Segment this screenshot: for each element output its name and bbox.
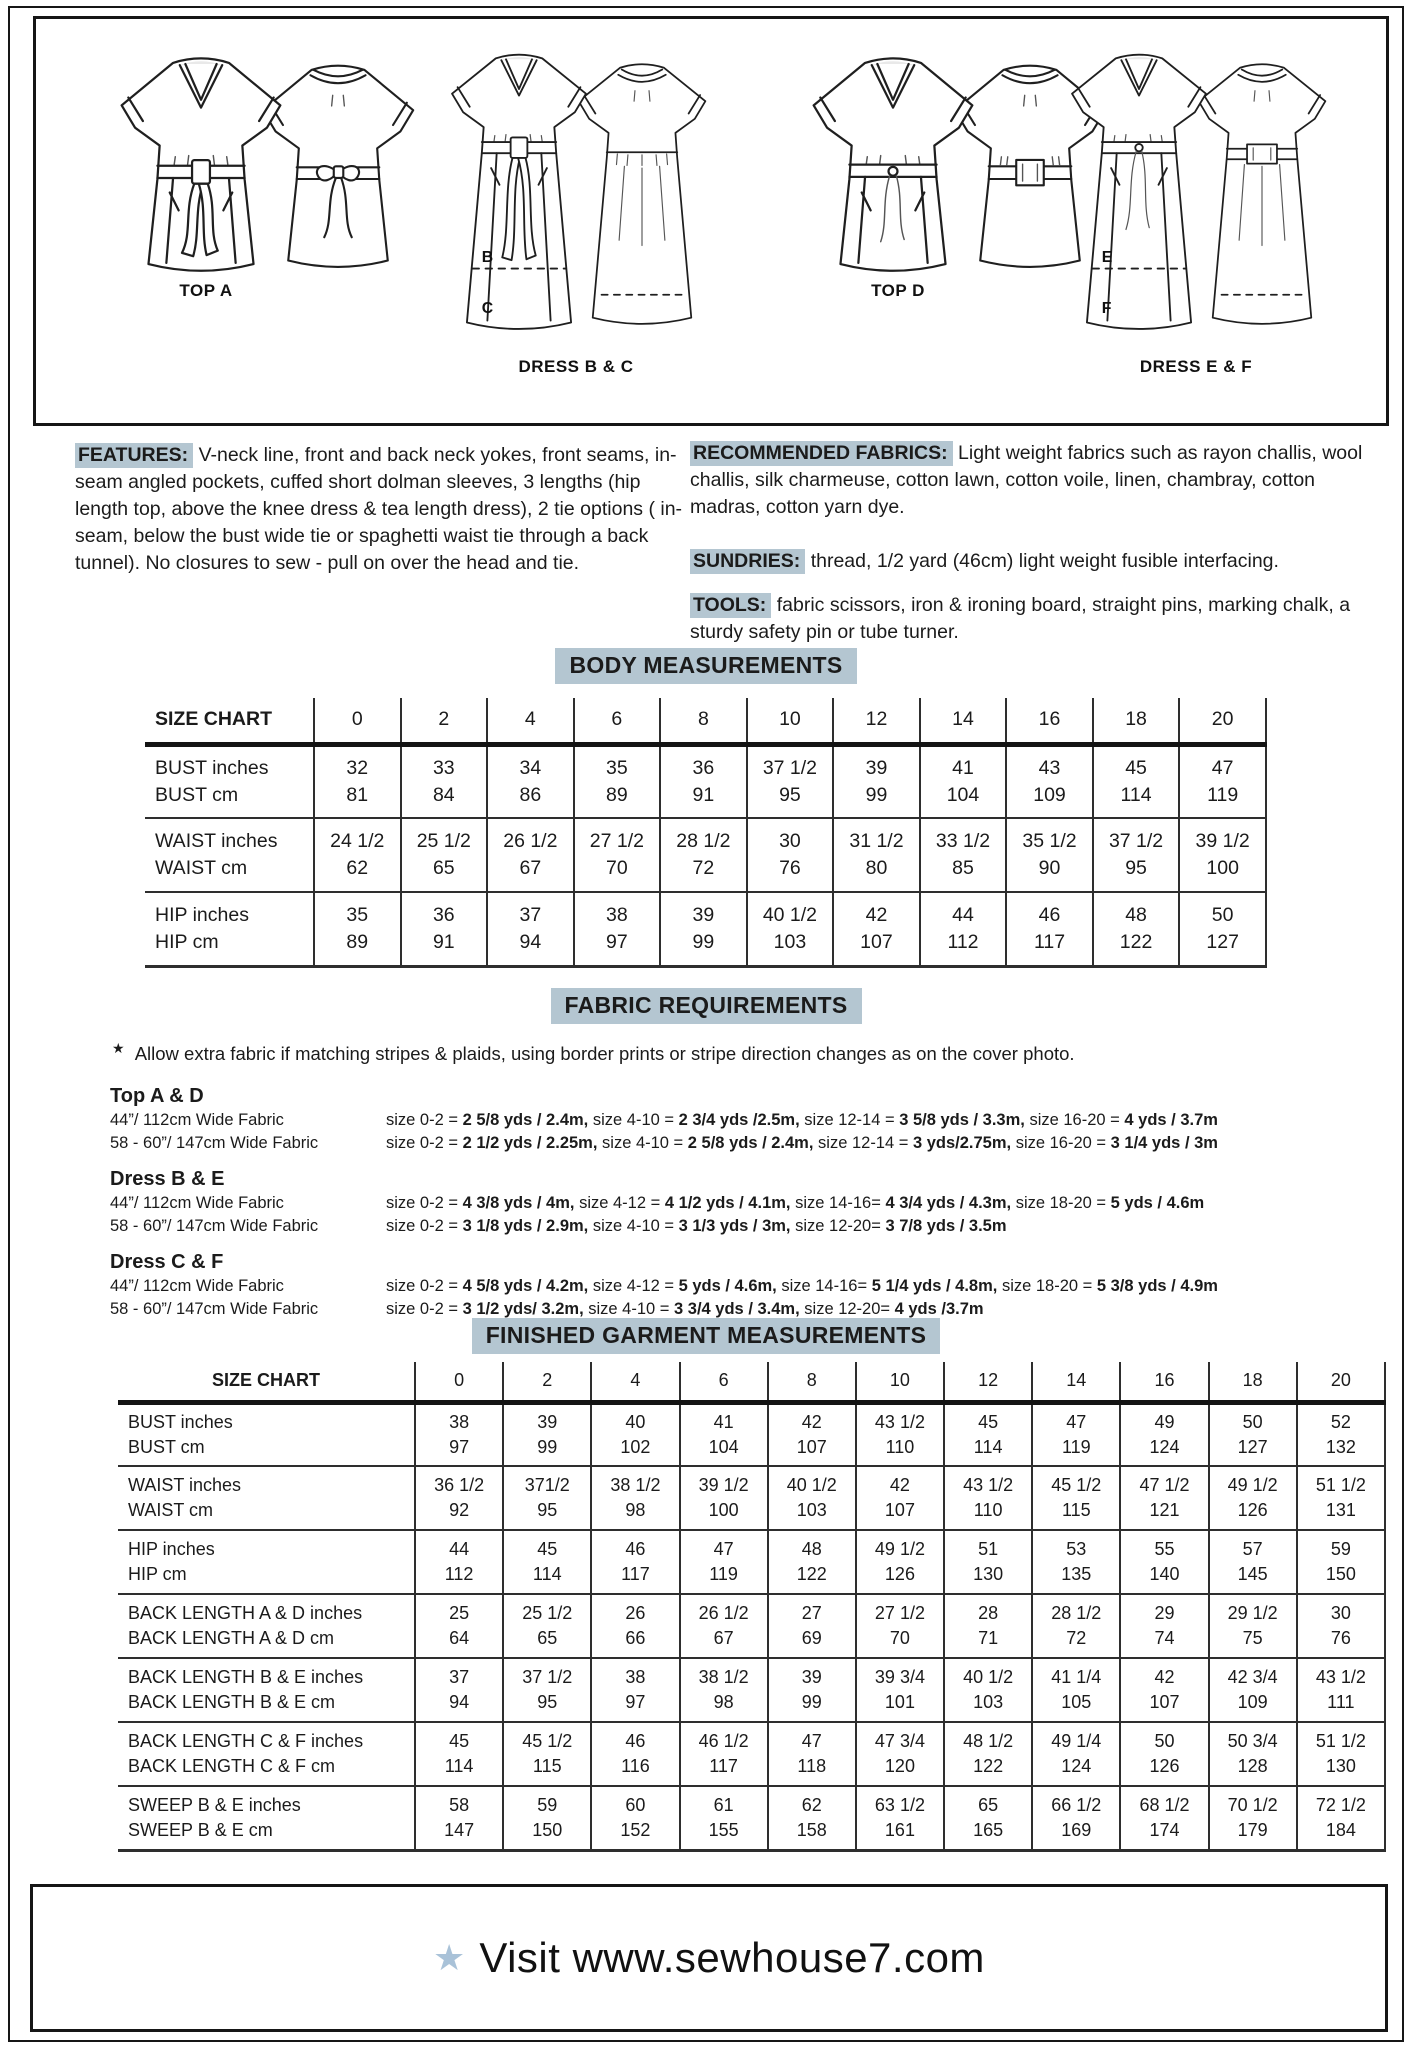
measurement-cell: 50 3/4 128 xyxy=(1209,1722,1297,1786)
measurement-cell: 38 97 xyxy=(574,892,661,966)
sundries-text: thread, 1/2 yard (46cm) light weight fusible interfacing. xyxy=(810,550,1279,572)
measurement-row xyxy=(145,818,1266,892)
row-label: BACK LENGTH A & D inches BACK LENGTH A & D cm xyxy=(128,1603,363,1648)
yardage-value: 4 yds / 3.7m xyxy=(1124,1111,1218,1129)
measurement-cell: 57 145 xyxy=(1209,1530,1297,1594)
measurement-cell: 31 1/2 80 xyxy=(833,818,920,892)
tools-paragraph xyxy=(690,592,1366,646)
fabric-group-title: Dress C & F xyxy=(110,1251,224,1273)
yardage-value: 5 yds / 4.6m xyxy=(1110,1194,1205,1212)
measurement-cell: 37 94 xyxy=(487,892,574,966)
measurement-cell: 70 1/2 179 xyxy=(1209,1786,1297,1850)
yardage-size-range: size 18-20 = xyxy=(1011,1194,1111,1212)
size-column-header: 6 xyxy=(574,698,661,744)
measurement-cell: 38 1/2 98 xyxy=(680,1658,768,1722)
fabric-width-label: 58 - 60”/ 147cm Wide Fabric xyxy=(110,1134,319,1152)
measurement-row xyxy=(118,1530,1385,1594)
fabric-row xyxy=(110,1109,1370,1132)
yardage-size-range: size 0-2 = xyxy=(386,1134,463,1152)
size-column-header: 4 xyxy=(591,1362,679,1402)
row-label: BACK LENGTH C & F inches BACK LENGTH C & F cm xyxy=(128,1731,364,1776)
fabric-group-dress-c-f xyxy=(110,1251,1370,1321)
measurement-row xyxy=(118,1658,1385,1722)
fabric-group-title: Dress B & E xyxy=(110,1168,225,1190)
measurement-cell: 25 1/2 65 xyxy=(401,818,488,892)
yardage-size-range: size 16-20 = xyxy=(1024,1111,1125,1129)
measurement-cell: 37 94 xyxy=(415,1658,503,1722)
flat-group-dress-ef xyxy=(1046,45,1376,415)
measurement-cell: 48 1/2 122 xyxy=(944,1722,1032,1786)
measurement-cell: 59 150 xyxy=(503,1786,591,1850)
measurement-cell: 41 104 xyxy=(920,744,1007,818)
yardage-value: 3 5/8 yds / 3.3m, xyxy=(899,1111,1025,1129)
row-label: BACK LENGTH B & E inches BACK LENGTH B & E cm xyxy=(128,1667,364,1712)
measurement-cell: 45 114 xyxy=(415,1722,503,1786)
measurement-cell: 27 1/2 70 xyxy=(574,818,661,892)
measurement-cell: 45 1/2 115 xyxy=(1032,1466,1120,1530)
measurement-row xyxy=(118,1402,1385,1466)
size-header-row xyxy=(145,698,1266,744)
measurement-cell: 42 3/4 109 xyxy=(1209,1658,1297,1722)
recommended-fabrics-paragraph xyxy=(690,440,1366,521)
measurement-row xyxy=(118,1466,1385,1530)
size-column-header: 18 xyxy=(1209,1362,1297,1402)
measurement-cell: 48 122 xyxy=(1093,892,1180,966)
top-d-front-drawing xyxy=(798,45,988,273)
fabric-note xyxy=(112,1040,1332,1065)
row-label: WAIST inches WAIST cm xyxy=(155,830,278,879)
row-label: BUST inches BUST cm xyxy=(155,756,269,806)
fabric-yardage xyxy=(386,1132,1218,1155)
length-marker-b: B xyxy=(481,249,494,267)
yardage-size-range: size 4-10 = xyxy=(588,1217,679,1235)
measurement-cell: 40 1/2 103 xyxy=(768,1466,856,1530)
measurement-cell: 41 1/4 105 xyxy=(1032,1658,1120,1722)
yardage-value: 5 yds / 4.6m, xyxy=(678,1277,777,1295)
fabric-group-dress-b-e xyxy=(110,1168,1370,1238)
yardage-size-range: size 12-14 = xyxy=(799,1111,900,1129)
measurement-cell: 43 109 xyxy=(1006,744,1093,818)
yardage-value: 3 1/8 yds / 2.9m, xyxy=(462,1217,589,1235)
measurement-cell: 61 155 xyxy=(680,1786,768,1850)
measurement-cell: 37 1/2 95 xyxy=(503,1658,591,1722)
measurement-cell: 60 152 xyxy=(591,1786,679,1850)
yardage-value: 3 1/3 yds / 3m, xyxy=(678,1217,791,1235)
measurement-cell: 38 1/2 98 xyxy=(591,1466,679,1530)
measurement-cell: 34 86 xyxy=(487,744,574,818)
measurement-cell: 44 112 xyxy=(415,1530,503,1594)
sundries-label: SUNDRIES: xyxy=(690,549,805,574)
yardage-value: 3 yds/2.75m, xyxy=(912,1134,1012,1152)
measurement-cell: 41 104 xyxy=(680,1402,768,1466)
fabric-width-label: 44”/ 112cm Wide Fabric xyxy=(110,1277,284,1295)
measurement-cell: 24 1/2 62 xyxy=(314,818,401,892)
size-column-header: 16 xyxy=(1006,698,1093,744)
yardage-size-range: size 16-20 = xyxy=(1011,1134,1111,1152)
measurement-cell: 42 107 xyxy=(833,892,920,966)
fabric-row xyxy=(110,1132,1370,1155)
measurement-cell: 63 1/2 161 xyxy=(856,1786,944,1850)
footer-url-text: Visit www.sewhouse7.com xyxy=(479,1934,985,1981)
size-column-header: 4 xyxy=(487,698,574,744)
yardage-size-range: size 0-2 = xyxy=(386,1194,463,1212)
measurement-cell: 40 102 xyxy=(591,1402,679,1466)
size-chart-label: SIZE CHART xyxy=(118,1362,415,1402)
sundries-paragraph xyxy=(690,548,1366,575)
row-label: SWEEP B & E inches SWEEP B & E cm xyxy=(128,1794,301,1840)
measurement-cell: 39 1/2 100 xyxy=(680,1466,768,1530)
fabric-yardage xyxy=(386,1215,1007,1238)
measurement-cell: 65 165 xyxy=(944,1786,1032,1850)
yardage-size-range: size 14-16= xyxy=(790,1194,886,1212)
fabric-row xyxy=(110,1215,1370,1238)
dress-bc-label: DRESS B & C xyxy=(518,357,634,376)
yardage-value: 2 3/4 yds /2.5m, xyxy=(678,1111,800,1129)
measurement-cell: 29 1/2 75 xyxy=(1209,1594,1297,1658)
fabric-width-label: 58 - 60”/ 147cm Wide Fabric xyxy=(110,1217,319,1235)
measurement-cell: 39 99 xyxy=(768,1658,856,1722)
row-label: HIP inches HIP cm xyxy=(128,1539,215,1584)
yardage-size-range: size 4-12 = xyxy=(574,1194,665,1212)
yardage-value: 4 3/4 yds / 4.3m, xyxy=(885,1194,1012,1212)
measurement-cell: 35 89 xyxy=(574,744,661,818)
yardage-size-range: size 14-16= xyxy=(776,1277,872,1295)
measurement-cell: 36 91 xyxy=(401,892,488,966)
measurement-row xyxy=(145,892,1266,966)
yardage-value: 5 3/8 yds / 4.9m xyxy=(1096,1277,1218,1295)
footer-content xyxy=(433,1934,985,1982)
yardage-value: 3 7/8 yds / 3.5m xyxy=(885,1217,1007,1235)
measurement-cell: 51 1/2 131 xyxy=(1297,1466,1385,1530)
features-label: FEATURES: xyxy=(75,443,193,468)
measurement-cell: 55 140 xyxy=(1120,1530,1208,1594)
body-measurements-heading: BODY MEASUREMENTS xyxy=(0,648,1412,684)
flat-group-dress-bc xyxy=(426,45,796,415)
measurement-cell: 37 1/2 95 xyxy=(747,744,834,818)
yardage-size-range: size 0-2 = xyxy=(386,1217,463,1235)
measurement-cell: 47 3/4 120 xyxy=(856,1722,944,1786)
flat-group-top-a xyxy=(106,45,436,415)
yardage-value: 2 1/2 yds / 2.25m, xyxy=(462,1134,598,1152)
finished-measurements-heading: FINISHED GARMENT MEASUREMENTS xyxy=(0,1318,1412,1354)
measurement-cell: 47 1/2 121 xyxy=(1120,1466,1208,1530)
measurement-cell: 42 107 xyxy=(856,1466,944,1530)
measurement-cell: 38 97 xyxy=(415,1402,503,1466)
fabric-requirements-heading: FABRIC REQUIREMENTS xyxy=(0,988,1412,1024)
size-column-header: 16 xyxy=(1120,1362,1208,1402)
fabric-row xyxy=(110,1192,1370,1215)
yardage-size-range: size 18-20 = xyxy=(997,1277,1097,1295)
measurement-cell: 50 126 xyxy=(1120,1722,1208,1786)
size-column-header: 10 xyxy=(747,698,834,744)
yardage-size-range: size 12-20= xyxy=(799,1300,895,1318)
fabric-group-title: Top A & D xyxy=(110,1085,204,1107)
measurement-cell: 25 1/2 65 xyxy=(503,1594,591,1658)
dress-ef-front-drawing xyxy=(1046,45,1232,347)
finished-measurements-table xyxy=(118,1362,1386,1852)
yardage-size-range: size 0-2 = xyxy=(386,1300,463,1318)
measurement-cell: 43 1/2 110 xyxy=(856,1402,944,1466)
row-label: WAIST inches WAIST cm xyxy=(128,1475,242,1520)
measurement-cell: 42 107 xyxy=(1120,1658,1208,1722)
fabric-width-label: 44”/ 112cm Wide Fabric xyxy=(110,1194,284,1212)
yardage-size-range: size 4-10 = xyxy=(588,1111,679,1129)
tools-text: fabric scissors, iron & ironing board, straight pins, marking chalk, a sturdy safety pin or tube turner. xyxy=(690,594,1351,643)
measurement-cell: 45 114 xyxy=(944,1402,1032,1466)
measurement-cell: 36 1/2 92 xyxy=(415,1466,503,1530)
measurement-cell: 371/2 95 xyxy=(503,1466,591,1530)
measurement-cell: 33 1/2 85 xyxy=(920,818,1007,892)
measurement-cell: 49 1/4 124 xyxy=(1032,1722,1120,1786)
measurement-cell: 50 127 xyxy=(1209,1402,1297,1466)
measurement-cell: 26 1/2 67 xyxy=(487,818,574,892)
measurement-cell: 38 97 xyxy=(591,1658,679,1722)
measurement-cell: 45 114 xyxy=(1093,744,1180,818)
measurement-cell: 33 84 xyxy=(401,744,488,818)
body-measurements-table xyxy=(145,698,1267,968)
size-column-header: 2 xyxy=(401,698,488,744)
row-label: BUST inches BUST cm xyxy=(128,1411,233,1457)
measurement-cell: 47 119 xyxy=(1179,744,1266,818)
size-column-header: 20 xyxy=(1297,1362,1385,1402)
size-column-header: 6 xyxy=(680,1362,768,1402)
measurement-cell: 39 1/2 100 xyxy=(1179,818,1266,892)
length-marker-f: F xyxy=(1101,300,1112,318)
measurement-cell: 52 132 xyxy=(1297,1402,1385,1466)
measurement-cell: 27 69 xyxy=(768,1594,856,1658)
yardage-value: 4 5/8 yds / 4.2m, xyxy=(462,1277,589,1295)
measurement-cell: 48 122 xyxy=(768,1530,856,1594)
size-column-header: 14 xyxy=(1032,1362,1120,1402)
measurement-cell: 45 114 xyxy=(503,1530,591,1594)
size-column-header: 10 xyxy=(856,1362,944,1402)
yardage-size-range: size 12-20= xyxy=(790,1217,886,1235)
yardage-size-range: size 0-2 = xyxy=(386,1277,463,1295)
fabric-requirements-list xyxy=(110,1072,1370,1321)
length-marker-c: C xyxy=(481,300,494,318)
fabric-row xyxy=(110,1275,1370,1298)
measurement-cell: 46 117 xyxy=(1006,892,1093,966)
measurement-cell: 40 1/2 103 xyxy=(944,1658,1032,1722)
measurement-cell: 42 107 xyxy=(768,1402,856,1466)
measurement-cell: 49 124 xyxy=(1120,1402,1208,1466)
size-column-header: 8 xyxy=(660,698,747,744)
garment-drawings-panel xyxy=(33,16,1389,426)
features-paragraph xyxy=(75,442,683,577)
measurement-cell: 26 1/2 67 xyxy=(680,1594,768,1658)
measurement-cell: 51 1/2 130 xyxy=(1297,1722,1385,1786)
measurement-cell: 35 89 xyxy=(314,892,401,966)
measurement-cell: 49 1/2 126 xyxy=(1209,1466,1297,1530)
measurement-cell: 39 99 xyxy=(660,892,747,966)
yardage-value: 2 5/8 yds / 2.4m, xyxy=(462,1111,589,1129)
measurement-cell: 36 91 xyxy=(660,744,747,818)
fabric-yardage xyxy=(386,1192,1204,1215)
fabric-yardage xyxy=(386,1109,1218,1132)
yardage-size-range: size 0-2 = xyxy=(386,1111,463,1129)
measurement-cell: 50 127 xyxy=(1179,892,1266,966)
measurement-cell: 30 76 xyxy=(1297,1594,1385,1658)
measurement-cell: 66 1/2 169 xyxy=(1032,1786,1120,1850)
yardage-value: 3 1/2 yds/ 3.2m, xyxy=(462,1300,584,1318)
measurement-cell: 46 117 xyxy=(591,1530,679,1594)
size-column-header: 14 xyxy=(920,698,1007,744)
measurement-cell: 72 1/2 184 xyxy=(1297,1786,1385,1850)
measurement-cell: 37 1/2 95 xyxy=(1093,818,1180,892)
measurement-cell: 58 147 xyxy=(415,1786,503,1850)
measurement-cell: 28 1/2 72 xyxy=(660,818,747,892)
star-icon: ★ xyxy=(433,1937,466,1978)
measurement-cell: 32 81 xyxy=(314,744,401,818)
measurement-row xyxy=(118,1786,1385,1850)
star-icon: ★ xyxy=(112,1040,125,1056)
measurement-cell: 53 135 xyxy=(1032,1530,1120,1594)
fabric-yardage xyxy=(386,1275,1218,1298)
yardage-value: 3 3/4 yds / 3.4m, xyxy=(674,1300,800,1318)
measurement-cell: 68 1/2 174 xyxy=(1120,1786,1208,1850)
yardage-size-range: size 12-14 = xyxy=(813,1134,913,1152)
measurement-cell: 51 130 xyxy=(944,1530,1032,1594)
measurement-cell: 59 150 xyxy=(1297,1530,1385,1594)
measurement-cell: 25 64 xyxy=(415,1594,503,1658)
measurement-cell: 26 66 xyxy=(591,1594,679,1658)
measurement-cell: 49 1/2 126 xyxy=(856,1530,944,1594)
fabric-width-label: 44”/ 112cm Wide Fabric xyxy=(110,1111,284,1129)
yardage-value: 4 3/8 yds / 4m, xyxy=(462,1194,575,1212)
measurement-cell: 47 118 xyxy=(768,1722,856,1786)
top-a-front-drawing xyxy=(106,45,296,273)
measurement-cell: 39 3/4 101 xyxy=(856,1658,944,1722)
measurement-cell: 46 1/2 117 xyxy=(680,1722,768,1786)
top-d-label: TOP D xyxy=(871,281,925,300)
top-a-label: TOP A xyxy=(179,281,233,300)
measurement-row xyxy=(118,1594,1385,1658)
measurement-row xyxy=(145,744,1266,818)
size-column-header: 18 xyxy=(1093,698,1180,744)
yardage-value: 3 1/4 yds / 3m xyxy=(1110,1134,1218,1152)
footer-panel xyxy=(30,1884,1388,2032)
measurement-cell: 45 1/2 115 xyxy=(503,1722,591,1786)
measurement-cell: 46 116 xyxy=(591,1722,679,1786)
measurement-cell: 43 1/2 110 xyxy=(944,1466,1032,1530)
fabric-group-top-a-d xyxy=(110,1085,1370,1155)
yardage-value: 4 1/2 yds / 4.1m, xyxy=(664,1194,791,1212)
size-header-row xyxy=(118,1362,1385,1402)
tools-label: TOOLS: xyxy=(690,593,771,618)
fabric-width-label: 58 - 60”/ 147cm Wide Fabric xyxy=(110,1300,319,1318)
features-text: V-neck line, front and back neck yokes, front seams, in-seam angled pockets, cuffed short dolman sleeves, 3 lengths (hip length top, above the knee dress & tea length dress), 2 tie options ( in-seam, below the bust wide tie or spaghetti waist tie through a back tunnel). No closures to sew - pull on over the head and tie. xyxy=(75,444,683,574)
measurement-cell: 30 76 xyxy=(747,818,834,892)
measurement-cell: 28 1/2 72 xyxy=(1032,1594,1120,1658)
measurement-cell: 40 1/2 103 xyxy=(747,892,834,966)
measurement-cell: 43 1/2 111 xyxy=(1297,1658,1385,1722)
yardage-size-range: size 4-10 = xyxy=(583,1300,675,1318)
size-column-header: 12 xyxy=(833,698,920,744)
size-column-header: 20 xyxy=(1179,698,1266,744)
fabric-note-text: Allow extra fabric if matching stripes & plaids, using border prints or stripe direction changes as on the cover photo. xyxy=(134,1043,1075,1064)
yardage-value: 5 1/4 yds / 4.8m, xyxy=(871,1277,998,1295)
dress-bc-front-drawing xyxy=(426,45,612,347)
measurement-cell: 44 112 xyxy=(920,892,1007,966)
yardage-size-range: size 4-12 = xyxy=(588,1277,679,1295)
measurement-cell: 39 99 xyxy=(503,1402,591,1466)
size-column-header: 0 xyxy=(415,1362,503,1402)
yardage-value: 4 yds /3.7m xyxy=(894,1300,984,1318)
size-chart-label: SIZE CHART xyxy=(145,698,314,744)
yardage-value: 2 5/8 yds / 2.4m, xyxy=(687,1134,814,1152)
measurement-cell: 35 1/2 90 xyxy=(1006,818,1093,892)
measurement-cell: 47 119 xyxy=(680,1530,768,1594)
length-marker-e: E xyxy=(1101,249,1113,267)
size-column-header: 8 xyxy=(768,1362,856,1402)
size-column-header: 12 xyxy=(944,1362,1032,1402)
measurement-cell: 47 119 xyxy=(1032,1402,1120,1466)
measurement-cell: 27 1/2 70 xyxy=(856,1594,944,1658)
row-label: HIP inches HIP cm xyxy=(155,903,249,953)
measurement-cell: 29 74 xyxy=(1120,1594,1208,1658)
recommended-fabrics-text: Light weight fabrics such as rayon challis, wool challis, silk charmeuse, cotton lawn, cotton voile, linen, chambray, cotton madras, cotton yarn dye. xyxy=(690,442,1363,518)
recommended-fabrics-label: RECOMMENDED FABRICS: xyxy=(690,441,953,466)
size-column-header: 0 xyxy=(314,698,401,744)
dress-ef-label: DRESS E & F xyxy=(1139,357,1253,376)
measurement-row xyxy=(118,1722,1385,1786)
measurement-cell: 39 99 xyxy=(833,744,920,818)
measurement-cell: 28 71 xyxy=(944,1594,1032,1658)
yardage-size-range: size 4-10 = xyxy=(597,1134,688,1152)
measurement-cell: 62 158 xyxy=(768,1786,856,1850)
size-column-header: 2 xyxy=(503,1362,591,1402)
